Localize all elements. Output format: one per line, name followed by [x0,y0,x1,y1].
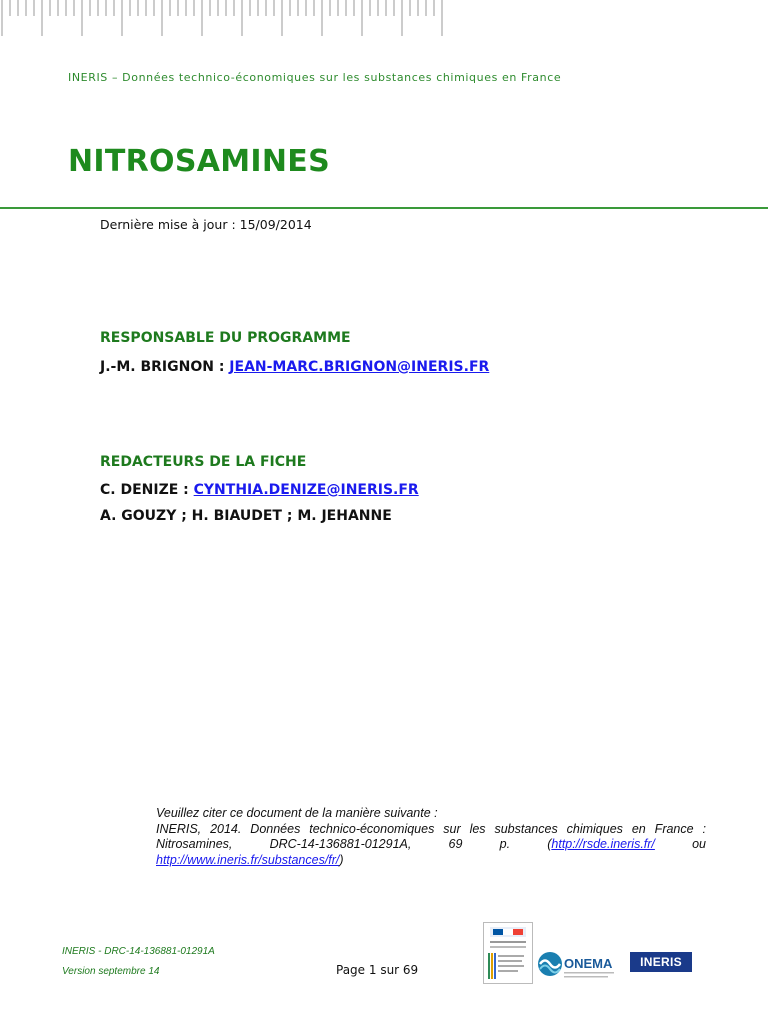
citation-or: ou [654,837,706,851]
ruler-marks [0,0,446,40]
running-header: INERIS – Données technico-économiques sur les substances chimiques en France [68,71,562,84]
editors-heading: REDACTEURS DE LA FICHE [100,454,307,470]
onema-label: ONEMA [564,956,613,971]
citation-reference: INERIS, 2014. Données technico-économiques sur les substances chimiques en France : Nitrosamines, DRC-14-136881-01291A, 69 p. ( [156,821,706,851]
onema-wave-icon [536,946,622,982]
citation-end: ) [339,852,344,867]
footer-reference: INERIS - DRC-14-136881-01291A [62,946,215,957]
citation-block [156,806,706,868]
page-number: Page 1 sur 69 [336,963,419,977]
citation-intro: Veuillez citer ce document de la manière suivante : [156,806,438,820]
substances-link[interactable]: http://www.ineris.fr/substances/fr/ [156,852,340,867]
onema-logo [536,946,622,982]
last-update: Dernière mise à jour : 15/09/2014 [100,217,312,232]
lead-editor-email-link[interactable]: CYNTHIA.DENIZE@INERIS.FR [193,482,419,498]
title-divider [0,207,768,209]
page-title: NITROSAMINES [68,144,330,179]
marianne-icon [484,923,532,983]
footer-version: Version septembre 14 [62,966,160,977]
other-editors: A. GOUZY ; H. BIAUDET ; M. JEHANNE [100,508,392,524]
program-manager-email-link[interactable]: JEAN-MARC.BRIGNON@INERIS.FR [229,359,490,375]
program-manager-line [100,359,489,375]
program-manager-heading: RESPONSABLE DU PROGRAMME [100,330,351,346]
ineris-logo: INERIS [630,952,692,972]
lead-editor-line [100,482,419,498]
ministry-logo [483,922,533,984]
lead-editor-name: C. DENIZE : [100,482,194,498]
rsde-link[interactable]: http://rsde.ineris.fr/ [551,837,655,851]
program-manager-name: J.-M. BRIGNON : [100,359,230,375]
citation-text [156,822,706,869]
